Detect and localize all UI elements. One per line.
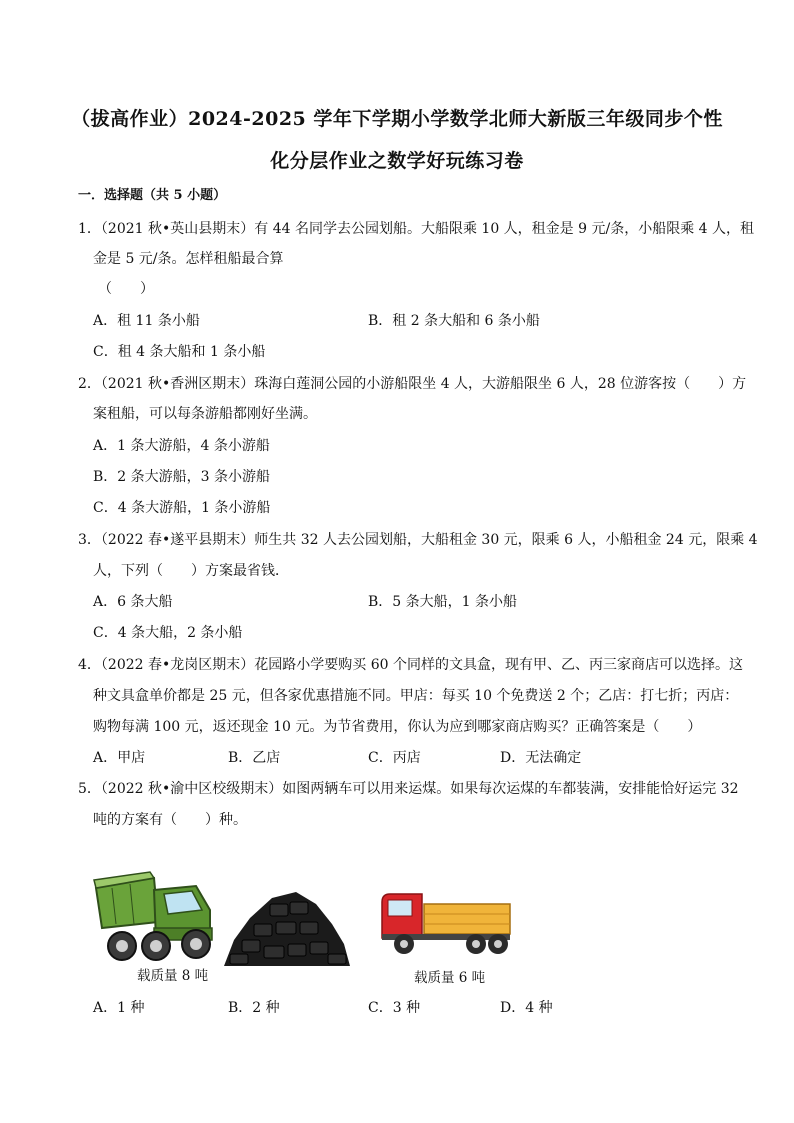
question-1-option-b[interactable]: B．租 2 条大船和 6 条小船 [368, 313, 540, 329]
question-1-text: 1．（2021 秋•英山县期末）有 44 名同学去公园划船。大船限乘 10 人，租金是 9 元/条，小船限乘 4 人，租 [78, 221, 755, 237]
question-2-text: 2．（2021 秋•香洲区期末）珠海白莲洞公园的小游船限坐 4 人，大游船限坐 6 人，28 位游客按（ ）方 [78, 376, 747, 392]
question-5-option-b[interactable]: B．2 种 [228, 1000, 280, 1016]
page-title-line-1: （拔高作业）2024-2025 学年下学期小学数学北师大新版三年级同步个性 [71, 108, 723, 130]
question-5-option-a[interactable]: A．1 种 [93, 1000, 145, 1016]
green-dump-truck-icon [92, 866, 220, 964]
question-4-option-a[interactable]: A．甲店 [93, 750, 146, 766]
question-3-option-c[interactable]: C．4 条大船，2 条小船 [93, 625, 243, 641]
green-truck-caption: 载质量 8 吨 [137, 968, 209, 984]
question-5-text-cont: 吨的方案有（ ）种。 [93, 812, 247, 828]
question-3-text-cont: 人，下列（ ）方案最省钱． [93, 563, 289, 579]
section-heading: 一．选择题（共 5 小题） [78, 188, 227, 203]
question-1-blank: （ ） [98, 281, 154, 297]
question-4-option-d[interactable]: D．无法确定 [500, 750, 582, 766]
question-2-option-c[interactable]: C．4 条大游船，1 条小游船 [93, 500, 271, 516]
question-5-option-c[interactable]: C．3 种 [368, 1000, 421, 1016]
coal-pile-icon [220, 884, 354, 972]
question-3-option-b[interactable]: B．5 条大船，1 条小船 [368, 594, 518, 610]
question-4-option-c[interactable]: C．丙店 [368, 750, 421, 766]
red-truck-caption: 载质量 6 吨 [414, 970, 486, 986]
question-4-option-b[interactable]: B．乙店 [228, 750, 281, 766]
question-4-text: 4．（2022 春•龙岗区期末）花园路小学要购买 60 个同样的文具盒，现有甲、乙、丙三家商店可以选择。这 [78, 657, 743, 673]
question-2-option-b[interactable]: B．2 条大游船，3 条小游船 [93, 469, 271, 485]
question-2-text-cont: 案租船，可以每条游船都刚好坐满。 [93, 406, 317, 422]
question-4-text-cont-1: 种文具盒单价都是 25 元，但各家优惠措施不同。甲店：每买 10 个免费送 2 个；乙店：打七折；丙店： [93, 688, 739, 704]
question-1-option-c[interactable]: C．租 4 条大船和 1 条小船 [93, 344, 266, 360]
question-2-option-a[interactable]: A．1 条大游船，4 条小游船 [93, 438, 270, 454]
question-3-option-a[interactable]: A．6 条大船 [93, 594, 173, 610]
question-3-text: 3．（2022 春•遂平县期末）师生共 32 人去公园划船，大船租金 30 元，限乘 6 人，小船租金 24 元，限乘 4 [78, 532, 758, 548]
question-1-text-cont: 金是 5 元/条。怎样租船最合算 [93, 251, 284, 267]
red-yellow-truck-icon [378, 888, 514, 956]
question-5-option-d[interactable]: D．4 种 [500, 1000, 553, 1016]
question-1-option-a[interactable]: A．租 11 条小船 [93, 313, 200, 329]
question-5-text: 5．（2022 秋•渝中区校级期末）如图两辆车可以用来运煤。如果每次运煤的车都装满，安排能恰好运完 32 [78, 781, 739, 797]
question-4-text-cont-2: 购物每满 100 元，返还现金 10 元。为节省费用，你认为应到哪家商店购买？正确答案是（ ） [93, 719, 702, 735]
page-title-line-2: 化分层作业之数学好玩练习卷 [270, 150, 524, 172]
